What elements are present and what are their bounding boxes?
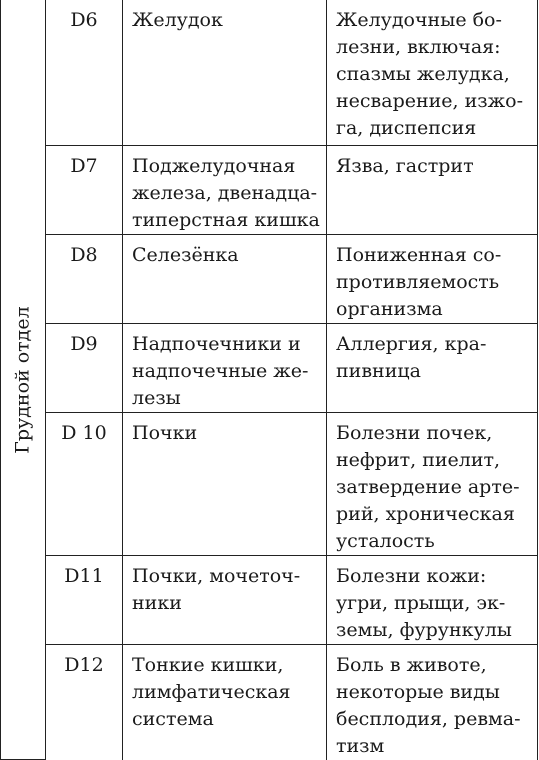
vertebra-code: D12 [46, 644, 123, 760]
disease-cell: Боль в животе, некоторые виды бесплодия, ревма- тизм [327, 644, 538, 760]
table-row [1, 0, 538, 145]
table-row [1, 412, 538, 555]
organ-cell: Почки, мочеточ- ники [123, 555, 327, 644]
disease-cell: Пониженная со- противляемость организма [327, 234, 538, 323]
organ-cell: Почки [123, 412, 327, 555]
vertebra-code: D11 [46, 555, 123, 644]
disease-cell: Болезни кожи: угри, прыщи, эк- земы, фурункулы [327, 555, 538, 644]
vertebra-code: D7 [46, 145, 123, 234]
table-row [1, 145, 538, 234]
organ-cell: Надпочечники и надпочечные же- лезы [123, 323, 327, 412]
organ-cell: Поджелудочная железа, двенадца- типерстная кишка [123, 145, 327, 234]
organ-cell: Селезёнка [123, 234, 327, 323]
organ-cell: Тонкие кишки, лимфатическая система [123, 644, 327, 760]
table-row [1, 234, 538, 323]
table-row [1, 644, 538, 760]
vertebra-code: D6 [46, 0, 123, 145]
vertebra-code: D9 [46, 323, 123, 412]
vertebra-code: D8 [46, 234, 123, 323]
vertebra-code: D 10 [46, 412, 123, 555]
disease-cell: Желудочные бо- лезни, включая: спазмы желудка, несварение, изжо- га, диспепсия [327, 0, 538, 145]
disease-cell: Аллергия, кра- пивница [327, 323, 538, 412]
section-label: Грудной отдел [11, 305, 34, 454]
disease-cell: Болезни почек, нефрит, пиелит, затвердение арте- рий, хроническая усталость [327, 412, 538, 555]
disease-cell: Язва, гастрит [327, 145, 538, 234]
table-row [1, 555, 538, 644]
table-row [1, 323, 538, 412]
section-label-cell [1, 0, 46, 760]
organ-cell: Желудок [123, 0, 327, 145]
